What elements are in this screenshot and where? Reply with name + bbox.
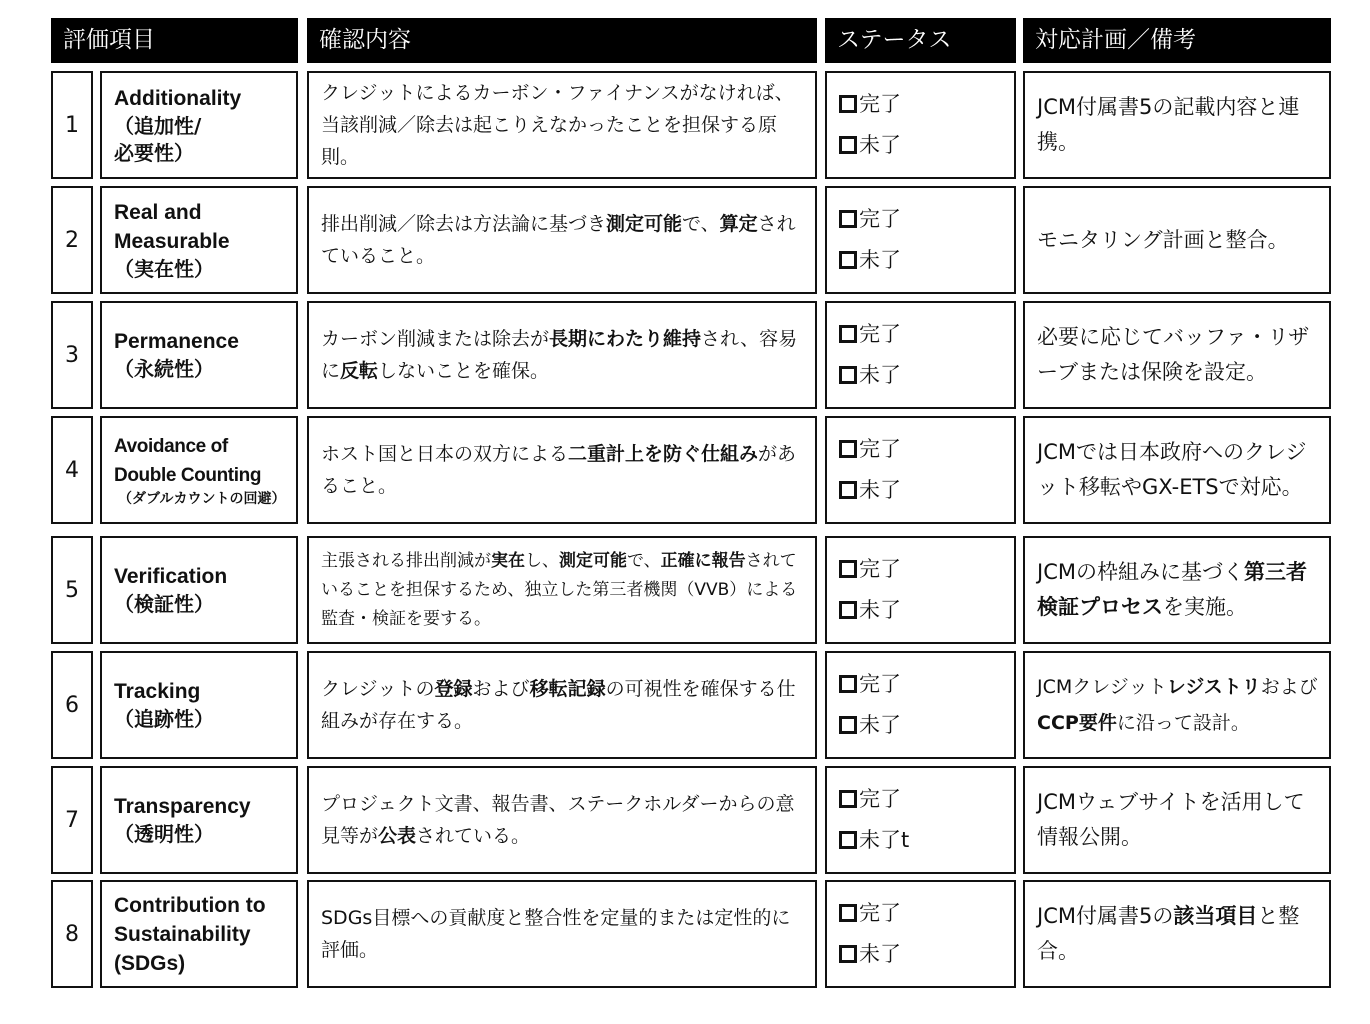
description-emphasis: 実在 bbox=[491, 550, 525, 571]
plan-segment: および bbox=[1260, 676, 1318, 698]
item-name-en: Contribution to Sustainability (SDGs) bbox=[114, 893, 266, 975]
plan-text bbox=[1037, 899, 1321, 969]
description-segment: プロジェクト文書、報告書、ステークホルダーからの意見等が bbox=[321, 793, 795, 847]
checkbox[interactable] bbox=[839, 366, 857, 384]
status-cell bbox=[825, 651, 1016, 759]
item-cell bbox=[100, 766, 298, 874]
status-cell bbox=[825, 416, 1016, 524]
item-name-ja: （実在性） bbox=[114, 256, 214, 281]
header-plan: 対応計画／備考 bbox=[1023, 18, 1331, 63]
plan-cell bbox=[1023, 186, 1331, 294]
description-emphasis: 反転 bbox=[340, 360, 379, 382]
status-label: 未了 bbox=[859, 133, 901, 157]
description-segment: で、 bbox=[682, 213, 720, 235]
checkbox[interactable] bbox=[839, 440, 857, 458]
description-segment: ホスト国と日本の双方による bbox=[321, 443, 569, 465]
plan-segment: JCMウェブサイトを活用して情報公開。 bbox=[1037, 790, 1305, 849]
item-name-ja: （ダブルカウントの回避） bbox=[118, 491, 286, 507]
item-cell bbox=[100, 301, 298, 409]
item-name-en: Verification bbox=[114, 565, 228, 588]
checkbox[interactable] bbox=[839, 790, 857, 808]
status-option-incomplete[interactable] bbox=[839, 355, 1014, 396]
status-option-incomplete[interactable] bbox=[839, 125, 1014, 166]
item-cell bbox=[100, 416, 298, 524]
plan-segment: JCMの枠組みに基づく bbox=[1037, 560, 1244, 584]
status-option-incomplete[interactable] bbox=[839, 470, 1014, 511]
plan-segment: を実施。 bbox=[1163, 595, 1247, 619]
item-cell bbox=[100, 880, 298, 988]
plan-segment: モニタリング計画と整合。 bbox=[1037, 227, 1289, 252]
status-label: 未了 bbox=[859, 363, 901, 387]
status-option-complete[interactable] bbox=[839, 314, 1014, 355]
description-text bbox=[321, 438, 803, 502]
description-segment: クレジットによるカーボン・ファイナンスがなければ、当該削減／除去は起こりえなかったことを担保する原則。 bbox=[321, 82, 794, 168]
status-option-incomplete[interactable] bbox=[839, 590, 1014, 631]
status-option-complete[interactable] bbox=[839, 199, 1014, 240]
item-name-en: Tracking bbox=[114, 680, 201, 703]
description-emphasis: 測定可能 bbox=[606, 213, 683, 235]
description-segment: しないことを確保。 bbox=[378, 360, 550, 382]
status-label: 未了 bbox=[859, 713, 901, 737]
checkbox[interactable] bbox=[839, 136, 857, 154]
plan-cell bbox=[1023, 71, 1331, 179]
checkbox[interactable] bbox=[839, 95, 857, 113]
description-cell bbox=[307, 301, 817, 409]
description-segment: されていること。 bbox=[321, 213, 796, 267]
item-cell bbox=[100, 651, 298, 759]
description-segment: の可視性を確保する仕組みが存在する。 bbox=[321, 678, 796, 732]
plan-segment: JCM付属書5の bbox=[1037, 904, 1174, 928]
checkbox[interactable] bbox=[839, 560, 857, 578]
checkbox[interactable] bbox=[839, 251, 857, 269]
description-cell bbox=[307, 880, 817, 988]
checkbox[interactable] bbox=[839, 481, 857, 499]
status-cell bbox=[825, 301, 1016, 409]
row-number: 2 bbox=[51, 186, 93, 294]
status-label: 完了 bbox=[859, 437, 901, 461]
description-text bbox=[321, 547, 803, 634]
plan-segment: に沿って設計。 bbox=[1116, 712, 1250, 734]
status-option-complete[interactable] bbox=[839, 84, 1014, 125]
plan-text bbox=[1037, 785, 1321, 855]
plan-segment: 必要に応じてバッファ・リザーブまたは保険を設定。 bbox=[1037, 325, 1310, 384]
row-number: 4 bbox=[51, 416, 93, 524]
checkbox[interactable] bbox=[839, 716, 857, 734]
description-segment: で、 bbox=[627, 550, 661, 571]
status-cell bbox=[825, 186, 1016, 294]
plan-segment: JCMクレジット bbox=[1037, 676, 1167, 698]
status-label: 未了 bbox=[859, 942, 901, 966]
description-segment: があること。 bbox=[321, 443, 797, 497]
plan-segment: JCMでは日本政府へのクレジット移転やGX-ETSで対応。 bbox=[1037, 440, 1307, 499]
description-text bbox=[321, 788, 803, 852]
description-emphasis: 公表 bbox=[378, 825, 417, 847]
plan-cell bbox=[1023, 416, 1331, 524]
status-option-complete[interactable] bbox=[839, 549, 1014, 590]
description-cell bbox=[307, 416, 817, 524]
row-number: 7 bbox=[51, 766, 93, 874]
row-number: 1 bbox=[51, 71, 93, 179]
status-label: 未了 bbox=[859, 478, 901, 502]
plan-segment: JCM付属書5の記載内容と連携。 bbox=[1037, 95, 1300, 154]
description-segment: 主張される排出削減が bbox=[321, 550, 491, 571]
checkbox[interactable] bbox=[839, 945, 857, 963]
plan-emphasis: レジストリ bbox=[1166, 676, 1261, 698]
item-name-ja: （透明性） bbox=[114, 822, 214, 846]
status-label: 完了 bbox=[859, 92, 901, 116]
description-text bbox=[321, 77, 803, 173]
status-option-incomplete[interactable] bbox=[839, 820, 1014, 861]
checkbox[interactable] bbox=[839, 325, 857, 343]
description-emphasis: 算定 bbox=[719, 213, 758, 235]
status-cell bbox=[825, 536, 1016, 644]
item-name-ja: （追加性/ 必要性） bbox=[114, 113, 202, 165]
plan-cell bbox=[1023, 880, 1331, 988]
item-cell bbox=[100, 186, 298, 294]
checkbox[interactable] bbox=[839, 601, 857, 619]
item-name-ja: （追跡性） bbox=[114, 707, 214, 731]
item-cell bbox=[100, 71, 298, 179]
row-number: 8 bbox=[51, 880, 93, 988]
item-name-en: Avoidance of Double Counting bbox=[114, 436, 262, 486]
status-label: 完了 bbox=[859, 557, 901, 581]
plan-cell bbox=[1023, 651, 1331, 759]
description-segment: され、容易に bbox=[321, 328, 798, 382]
plan-emphasis: CCP要件 bbox=[1037, 712, 1117, 734]
status-option-complete[interactable] bbox=[839, 664, 1014, 705]
status-option-incomplete[interactable] bbox=[839, 705, 1014, 746]
plan-text bbox=[1037, 555, 1321, 625]
status-label: 未了 bbox=[859, 248, 901, 272]
row-number: 5 bbox=[51, 536, 93, 644]
status-option-incomplete[interactable] bbox=[839, 934, 1014, 975]
header-content: 確認内容 bbox=[307, 18, 817, 63]
description-segment: クレジットの bbox=[321, 678, 435, 700]
checkbox[interactable] bbox=[839, 210, 857, 228]
description-segment: し、 bbox=[525, 550, 559, 571]
status-cell bbox=[825, 766, 1016, 874]
status-label: 完了 bbox=[859, 901, 901, 925]
status-option-complete[interactable] bbox=[839, 429, 1014, 470]
row-number: 3 bbox=[51, 301, 93, 409]
status-label: 未了t bbox=[859, 828, 910, 852]
description-emphasis: 長期にわたり維持 bbox=[549, 328, 702, 350]
plan-text bbox=[1037, 320, 1321, 390]
header-status: ステータス bbox=[825, 18, 1016, 63]
checkbox[interactable] bbox=[839, 675, 857, 693]
plan-segment: と整合。 bbox=[1037, 904, 1300, 963]
description-emphasis: 正確に報告 bbox=[660, 550, 746, 571]
description-segment: SDGs目標への貢献度と整合性を定量的または定性的に評価。 bbox=[321, 907, 791, 961]
plan-cell bbox=[1023, 301, 1331, 409]
header-item: 評価項目 bbox=[51, 18, 298, 63]
description-text bbox=[321, 673, 803, 737]
description-segment: および bbox=[472, 678, 530, 700]
plan-emphasis: 第三者検証プロセス bbox=[1037, 560, 1307, 619]
description-cell bbox=[307, 71, 817, 179]
status-label: 完了 bbox=[859, 787, 901, 811]
description-emphasis: 測定可能 bbox=[559, 550, 627, 571]
description-segment: されていることを担保するため、独立した第三者機関（VVB）による監査・検証を要する。 bbox=[321, 550, 798, 629]
plan-emphasis: 該当項目 bbox=[1173, 904, 1258, 928]
row-number: 6 bbox=[51, 651, 93, 759]
status-label: 完了 bbox=[859, 207, 901, 231]
description-cell bbox=[307, 766, 817, 874]
plan-text bbox=[1037, 223, 1289, 258]
plan-text bbox=[1037, 90, 1321, 160]
status-label: 未了 bbox=[859, 598, 901, 622]
description-segment: 排出削減／除去は方法論に基づき bbox=[321, 213, 607, 235]
description-emphasis: 移転記録 bbox=[529, 678, 606, 700]
plan-cell bbox=[1023, 536, 1331, 644]
description-emphasis: 登録 bbox=[434, 678, 473, 700]
description-segment: カーボン削減または除去が bbox=[321, 328, 550, 350]
status-label: 完了 bbox=[859, 672, 901, 696]
item-name-en: Real and Measurable bbox=[114, 200, 230, 253]
description-segment: されている。 bbox=[416, 825, 531, 847]
plan-text bbox=[1037, 435, 1321, 505]
checkbox[interactable] bbox=[839, 831, 857, 849]
description-cell bbox=[307, 186, 817, 294]
item-cell bbox=[100, 536, 298, 644]
status-cell bbox=[825, 71, 1016, 179]
description-text bbox=[321, 208, 803, 272]
item-name-en: Transparency bbox=[114, 795, 251, 818]
status-option-incomplete[interactable] bbox=[839, 240, 1014, 281]
checkbox[interactable] bbox=[839, 904, 857, 922]
item-name-ja: （検証性） bbox=[114, 592, 214, 616]
item-name-ja: （永続性） bbox=[114, 357, 214, 381]
plan-cell bbox=[1023, 766, 1331, 874]
description-text bbox=[321, 902, 803, 966]
item-name-en: Permanence bbox=[114, 330, 239, 353]
description-emphasis: 二重計上を防ぐ仕組み bbox=[568, 443, 759, 465]
description-cell bbox=[307, 536, 817, 644]
plan-text bbox=[1037, 669, 1321, 741]
item-name-en: Additionality bbox=[114, 86, 242, 110]
status-option-complete[interactable] bbox=[839, 893, 1014, 934]
description-text bbox=[321, 323, 803, 387]
status-option-complete[interactable] bbox=[839, 779, 1014, 820]
description-cell bbox=[307, 651, 817, 759]
status-cell bbox=[825, 880, 1016, 988]
status-label: 完了 bbox=[859, 322, 901, 346]
